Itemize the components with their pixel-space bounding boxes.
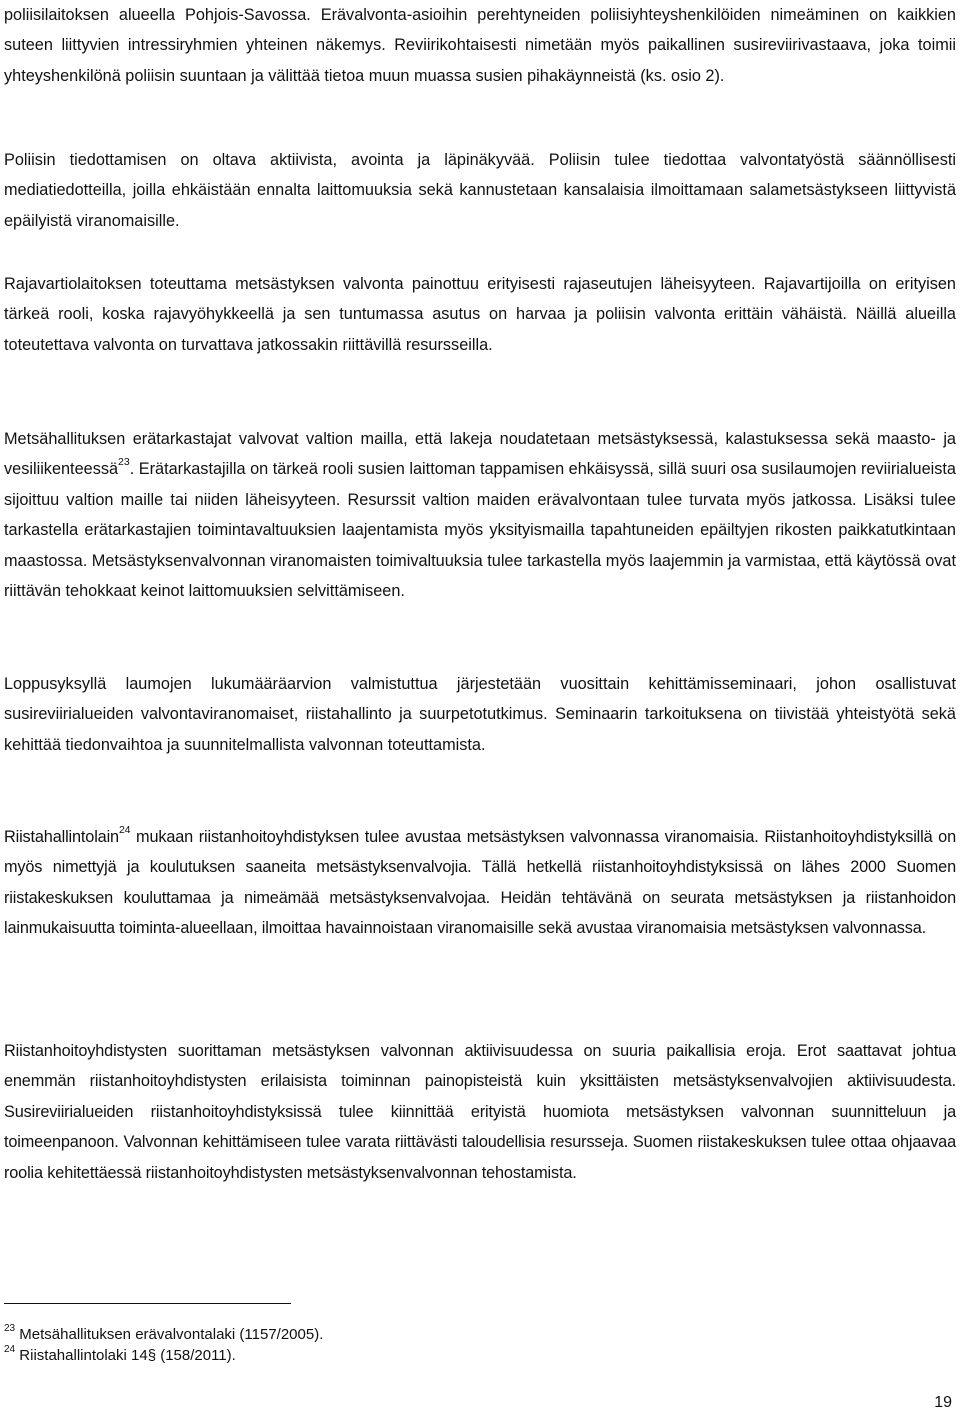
footnote-text: Riistahallintolaki 14§ (158/2011). — [19, 1347, 236, 1364]
footnotes — [4, 1303, 954, 1366]
footnote-23 — [4, 1324, 954, 1345]
footnote-number: 24 — [4, 1344, 16, 1355]
paragraph-text: Metsähallituksen erätarkastajat valvovat valtion mailla, että lakeja noudatetaan metsästyksessä, kalastuksessa sekä maasto- ja vesiliikenteessä — [4, 430, 956, 479]
paragraph-police-contacts: poliisilaitoksen alueella Pohjois-Savossa. Erävalvonta-asioihin perehtyneiden poliisiyhteyshenkilöiden nimeäminen on kaikkien suteen liittyvien intressiryhmien yhteinen näkemys. Reviirikohtaisesti nimetään myös paikallinen susireviirivastaava, joka toimii yhteyshenkilönä poliisin suuntaan ja välittää tietoa muun muassa susien pihakäynneistä (ks. osio 2). — [4, 6, 956, 85]
paragraph-metsahallitus — [4, 424, 956, 606]
paragraph-game-management-act — [4, 822, 956, 944]
footnote-reference-23[interactable]: 23 — [118, 456, 130, 469]
paragraph-text: mukaan riistanhoitoyhdistyksen tulee avustaa metsästyksen valvonnassa viranomaisia. Riistanhoitoyhdistyksillä on myös nimettyjä ja koulutuksen saaneita metsästyksenvalvojia. Tällä hetkellä riistanhoitoyhdistyksissä on lähes 2000 Suomen riistakeskuksen kouluttamaa ja nimeämää metsästyksenvalvojaa. Heidän tehtävänä on seurata metsästyksen ja riistanhoidon lainmukaisuutta toiminta-alueellaan, ilmoittaa havainnoistaan viranomaisille sekä avustaa viranomaisia metsästyksen valvonnassa. — [4, 828, 956, 938]
page-number: 19 — [934, 1394, 952, 1411]
paragraph-police-communication: Poliisin tiedottamisen on oltava aktiivista, avointa ja läpinäkyvää. Poliisin tulee tiedottaa valvontatyöstä säännöllisesti mediatiedotteilla, joilla ehkäistään ennalta laittomuuksia sekä kannustetaan kansalaisia ilmoittamaan salametsästykseen liittyvistä epäilyistä viranomaisille. — [4, 151, 956, 230]
paragraph-border-guard: Rajavartiolaitoksen toteuttama metsästyksen valvonta painottuu erityisesti rajaseutujen läheisyyteen. Rajavartijoilla on erityisen tärkeä rooli, koska rajavyöhykkeellä ja sen tuntumassa asutus on harvaa ja poliisin valvonta erittäin vähäistä. Näillä alueilla toteutettava valvonta on turvattava jatkossakin riittävillä resursseilla. — [4, 275, 956, 354]
paragraph-development-seminar: Loppusyksyllä laumojen lukumääräarvion valmistuttua järjestetään vuosittain kehittämisseminaari, johon osallistuvat susireviirialueiden valvontaviranomaiset, riistahallinto ja suurpetotutkimus. Seminaarin tarkoituksena on tiivistää yhteistyötä sekä kehittää tiedonvaihtoa ja suunnitelmallista valvonnan toteuttamista. — [4, 675, 956, 754]
footnote-reference-24[interactable]: 24 — [118, 824, 131, 836]
paragraph-text: . Erätarkastajilla on tärkeä rooli susien laittoman tappamisen ehkäisyssä, sillä suuri osa susilaumojen reviirialueista sijoittuu valtion maille tai niiden läheisyyteen. Resurssit valtion maiden erävalvontaan tulee turvata myös jatkossa. Lisäksi tulee tarkastella erätarkastajien toimintavaltuuksien laajentamista myös yksityismailla tapahtuneiden epäiltyjen rikosten paikkatutkintaan maastossa. Metsästyksenvalvonnan viranomaisten toimivaltuuksia tulee tarkastella myös laajemmin ja varmistaa, että käytössä ovat riittävän tehokkaat keinot laittomuuksien selvittämiseen. — [4, 460, 956, 601]
footnote-24 — [4, 1345, 954, 1366]
paragraph-text: Riistahallintolain — [4, 828, 119, 846]
footnote-separator — [4, 1303, 291, 1304]
footnote-number: 23 — [4, 1323, 16, 1334]
paragraph-game-management-associations: Riistanhoitoyhdistysten suorittaman metsästyksen valvonnan aktiivisuudessa on suuria paikallisia eroja. Erot saattavat johtua enemmän riistanhoitoyhdistysten erilaisista toiminnan painopisteistä kuin yksittäisten metsästyksenvalvojien aktiivisuudesta. Susireviirialueiden riistanhoitoyhdistyksissä tulee kiinnittää erityistä huomiota metsästyksen valvonnan suunnitteluun ja toimeenpanoon. Valvonnan kehittämiseen tulee varata riittävästi taloudellisia resursseja. Suomen riistakeskuksen tulee ottaa ohjaavaa roolia kehitettäessä riistanhoitoyhdistysten metsästyksenvalvonnan tehostamista. — [4, 1042, 956, 1182]
footnote-text: Metsähallituksen erävalvontalaki (1157/2005). — [19, 1326, 324, 1343]
